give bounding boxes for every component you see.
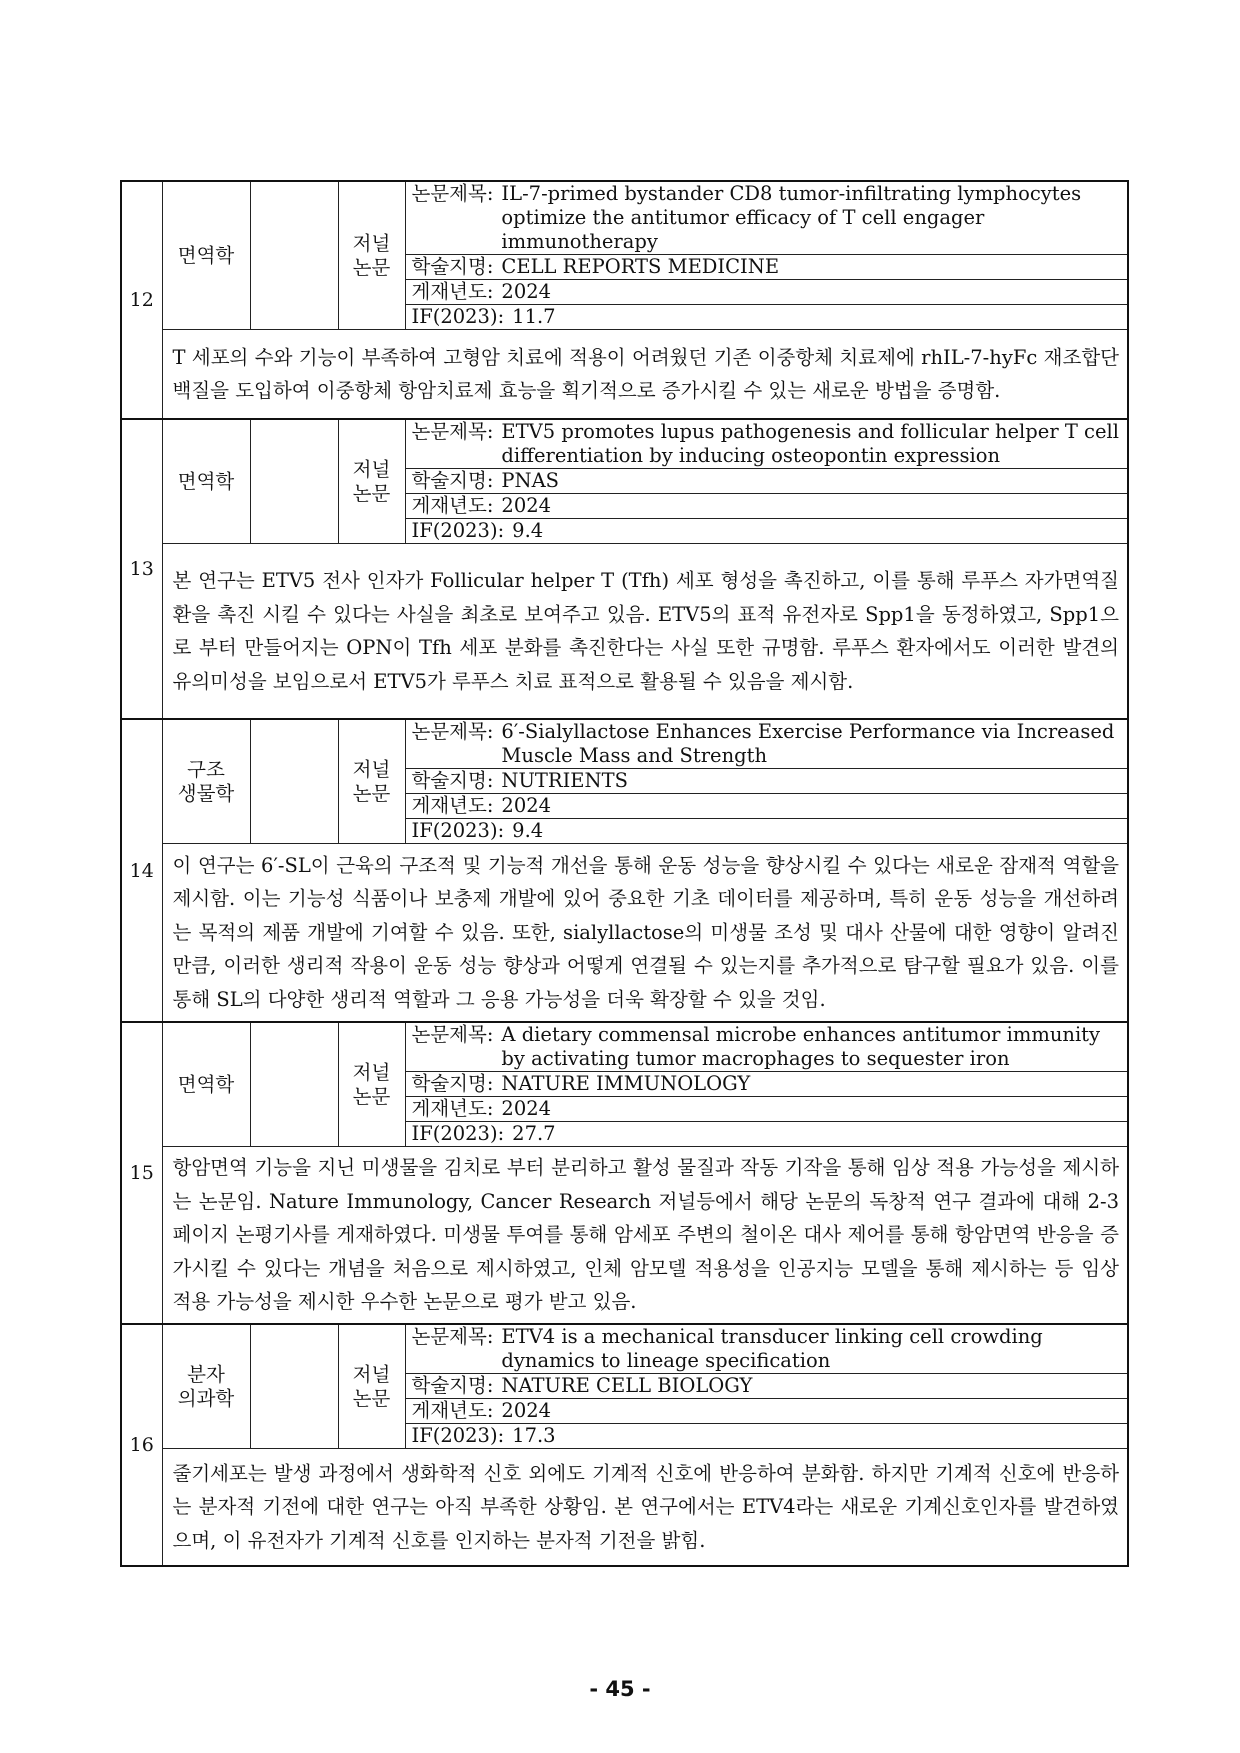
publication-type-label: 저널 논문 xyxy=(352,1362,391,1410)
publication-year-row xyxy=(412,1097,1122,1121)
paper-title-label: 논문제목: xyxy=(411,720,494,743)
table-row xyxy=(121,544,1128,720)
journal-name: NATURE CELL BIOLOGY xyxy=(501,1374,753,1397)
paper-title-label: 논문제목: xyxy=(411,1325,494,1348)
paper-title-label: 논문제목: xyxy=(411,420,494,443)
journal-name: CELL REPORTS MEDICINE xyxy=(501,255,780,278)
paper-title-row xyxy=(412,720,1122,768)
journal-name-cell xyxy=(405,1072,1128,1097)
paper-summary: 본 연구는 ETV5 전사 인자가 Follicular helper T (Tfh) 세포 형성을 촉진하고, 이를 통해 루푸스 자가면역질환을 촉진 시킬 수 있다는 사실을 최초로 보여주고 있음. ETV5의 표적 유전자로 Spp1을 동정하였고, Spp1으로 부터 만들어지는 OPN이 Tfh 세포 분화를 촉진한다는 사실 또한 규명함. 루푸스 환자에서도 이러한 발견의 유의미성을 보임으로서 ETV5가 루푸스 치료 표적으로 활용될 수 있음을 제시함. xyxy=(162,544,1128,720)
publication-year-row xyxy=(412,794,1122,818)
journal-name-label: 학술지명: xyxy=(411,255,494,278)
paper-title-cell xyxy=(405,419,1128,469)
publication-type xyxy=(338,181,405,330)
impact-factor: 11.7 xyxy=(512,305,556,328)
impact-factor-cell xyxy=(405,519,1128,544)
publication-year: 2024 xyxy=(501,280,552,303)
publication-year-cell xyxy=(405,280,1128,305)
table-row xyxy=(121,330,1128,420)
impact-factor-cell xyxy=(405,1122,1128,1147)
journal-name-label: 학술지명: xyxy=(411,769,494,792)
impact-factor-label: IF(2023): xyxy=(411,1122,505,1145)
publication-type xyxy=(338,1324,405,1449)
impact-factor-row xyxy=(412,1424,1122,1448)
journal-name-row xyxy=(412,1374,1122,1398)
journal-name-row xyxy=(412,1072,1122,1096)
research-field xyxy=(162,181,250,330)
paper-summary: 항암면역 기능을 지닌 미생물을 김치로 부터 분리하고 활성 물질과 작동 기작을 통해 임상 적용 가능성을 제시하는 논문임. Nature Immunology, Cancer Research 저널등에서 해당 논문의 독창적 연구 결과에 대해 2-3페이지 논평기사를 게재하였다. 미생물 투여를 통해 암세포 주변의 철이온 대사 제어를 통해 항암면역 반응을 증가시킬 수 있다는 개념을 처음으로 제시하였고, 인체 암모델 적용성을 인공지능 모델을 통해 제시하는 등 임상 적용 가능성을 제시한 우수한 논문으로 평가 받고 있음. xyxy=(162,1147,1128,1325)
achievement-table xyxy=(120,180,1129,1567)
publication-year-label: 게재년도: xyxy=(411,1399,494,1422)
paper-title-row xyxy=(412,420,1122,468)
research-field xyxy=(162,719,250,844)
table-row xyxy=(121,844,1128,1023)
paper-title: 6′-Sialyllactose Enhances Exercise Performance via Increased Muscle Mass and Strength xyxy=(501,720,1115,767)
publication-type xyxy=(338,719,405,844)
publication-type xyxy=(338,419,405,544)
impact-factor-row xyxy=(412,519,1122,543)
table-row xyxy=(121,1022,1128,1072)
impact-factor: 9.4 xyxy=(512,519,544,542)
research-field xyxy=(162,1324,250,1449)
document-table-container xyxy=(120,180,1127,1567)
publication-year: 2024 xyxy=(501,494,552,517)
research-field xyxy=(162,419,250,544)
journal-name-row xyxy=(412,255,1122,279)
paper-title-label: 논문제목: xyxy=(411,1023,494,1046)
impact-factor-cell xyxy=(405,819,1128,844)
paper-title-label: 논문제목: xyxy=(411,182,494,205)
journal-name-cell xyxy=(405,255,1128,280)
journal-name: NUTRIENTS xyxy=(501,769,628,792)
publication-year-cell xyxy=(405,1097,1128,1122)
entry-number: 15 xyxy=(121,1022,162,1324)
journal-name-cell xyxy=(405,769,1128,794)
publication-year-row xyxy=(412,280,1122,304)
research-field-label: 구조 생물학 xyxy=(177,757,235,805)
table-row xyxy=(121,181,1128,255)
impact-factor-cell xyxy=(405,305,1128,330)
impact-factor-label: IF(2023): xyxy=(411,1424,505,1447)
paper-title: IL-7-primed bystander CD8 tumor-infiltrating lymphocytes optimize the antitumor efficacy of T cell engager immunotherapy xyxy=(501,182,1082,253)
table-row xyxy=(121,1147,1128,1325)
publication-year: 2024 xyxy=(501,1399,552,1422)
blank-cell xyxy=(250,181,338,330)
blank-cell xyxy=(250,419,338,544)
publication-type xyxy=(338,1022,405,1147)
paper-title: ETV5 promotes lupus pathogenesis and follicular helper T cell differentiation by inducing osteopontin expression xyxy=(501,420,1119,467)
paper-title-row xyxy=(412,1023,1122,1071)
impact-factor-label: IF(2023): xyxy=(411,819,505,842)
research-field-label: 면역학 xyxy=(177,469,235,493)
paper-title-row xyxy=(412,182,1122,254)
paper-title-row xyxy=(412,1325,1122,1373)
journal-name-cell xyxy=(405,469,1128,494)
entry-number: 14 xyxy=(121,719,162,1022)
entry-number: 13 xyxy=(121,419,162,719)
publication-type-label: 저널 논문 xyxy=(352,457,391,505)
paper-title: A dietary commensal microbe enhances antitumor immunity by activating tumor macrophages to sequester iron xyxy=(501,1023,1101,1070)
blank-cell xyxy=(250,1324,338,1449)
research-field-label: 분자 의과학 xyxy=(177,1362,235,1410)
journal-name-label: 학술지명: xyxy=(411,1072,494,1095)
paper-summary: 줄기세포는 발생 과정에서 생화학적 신호 외에도 기계적 신호에 반응하여 분화함. 하지만 기계적 신호에 반응하는 분자적 기전에 대한 연구는 아직 부족한 상황임. 본 연구에서는 ETV4라는 새로운 기계신호인자를 발견하였으며, 이 유전자가 기계적 신호를 인지하는 분자적 기전을 밝힘. xyxy=(162,1449,1128,1567)
publication-year-label: 게재년도: xyxy=(411,1097,494,1120)
publication-year-label: 게재년도: xyxy=(411,794,494,817)
page-number: - 45 - xyxy=(589,1677,651,1701)
blank-cell xyxy=(250,1022,338,1147)
paper-title-cell xyxy=(405,1022,1128,1072)
journal-name-row xyxy=(412,769,1122,793)
publication-year-row xyxy=(412,1399,1122,1423)
research-field xyxy=(162,1022,250,1147)
publication-type-label: 저널 논문 xyxy=(352,1060,391,1108)
paper-title-cell xyxy=(405,181,1128,255)
impact-factor: 9.4 xyxy=(512,819,544,842)
paper-title-cell xyxy=(405,719,1128,769)
impact-factor-row xyxy=(412,1122,1122,1146)
publication-year-row xyxy=(412,494,1122,518)
paper-title-cell xyxy=(405,1324,1128,1374)
publication-year-label: 게재년도: xyxy=(411,494,494,517)
paper-summary: T 세포의 수와 기능이 부족하여 고형암 치료에 적용이 어려웠던 기존 이중항체 치료제에 rhIL-7-hyFc 재조합단백질을 도입하여 이중항체 항암치료제 효능을 획기적으로 증가시킬 수 있는 새로운 방법을 증명함. xyxy=(162,330,1128,420)
impact-factor-row xyxy=(412,819,1122,843)
impact-factor-label: IF(2023): xyxy=(411,305,505,328)
entry-number: 12 xyxy=(121,181,162,419)
impact-factor-label: IF(2023): xyxy=(411,519,505,542)
publication-type-label: 저널 논문 xyxy=(352,231,391,279)
impact-factor: 27.7 xyxy=(512,1122,556,1145)
publication-year: 2024 xyxy=(501,1097,552,1120)
impact-factor: 17.3 xyxy=(512,1424,556,1447)
publication-year: 2024 xyxy=(501,794,552,817)
publication-year-cell xyxy=(405,494,1128,519)
publication-year-cell xyxy=(405,1399,1128,1424)
research-field-label: 면역학 xyxy=(177,1072,235,1096)
impact-factor-row xyxy=(412,305,1122,329)
table-row xyxy=(121,719,1128,769)
research-field-label: 면역학 xyxy=(177,243,235,267)
publication-type-label: 저널 논문 xyxy=(352,757,391,805)
entry-number: 16 xyxy=(121,1324,162,1566)
table-row xyxy=(121,1324,1128,1374)
impact-factor-cell xyxy=(405,1424,1128,1449)
table-row xyxy=(121,419,1128,469)
journal-name-cell xyxy=(405,1374,1128,1399)
blank-cell xyxy=(250,719,338,844)
table-row xyxy=(121,1449,1128,1567)
publication-year-label: 게재년도: xyxy=(411,280,494,303)
paper-summary: 이 연구는 6′-SL이 근육의 구조적 및 기능적 개선을 통해 운동 성능을 향상시킬 수 있다는 새로운 잠재적 역할을 제시함. 이는 기능성 식품이나 보충제 개발에 있어 중요한 기초 데이터를 제공하며, 특히 운동 성능을 개선하려는 목적의 제품 개발에 기여할 수 있음. 또한, sialyllactose의 미생물 조성 및 대사 산물에 대한 영향이 알려진 만큼, 이러한 생리적 작용이 운동 성능 향상과 어떻게 연결될 수 있는지를 추가적으로 탐구할 필요가 있음. 이를 통해 SL의 다양한 생리적 역할과 그 응용 가능성을 더욱 확장할 수 있을 것임. xyxy=(162,844,1128,1023)
journal-name-row xyxy=(412,469,1122,493)
publication-year-cell xyxy=(405,794,1128,819)
paper-title: ETV4 is a mechanical transducer linking cell crowding dynamics to lineage specification xyxy=(501,1325,1043,1372)
journal-name: PNAS xyxy=(501,469,560,492)
journal-name: NATURE IMMUNOLOGY xyxy=(501,1072,751,1095)
journal-name-label: 학술지명: xyxy=(411,469,494,492)
journal-name-label: 학술지명: xyxy=(411,1374,494,1397)
